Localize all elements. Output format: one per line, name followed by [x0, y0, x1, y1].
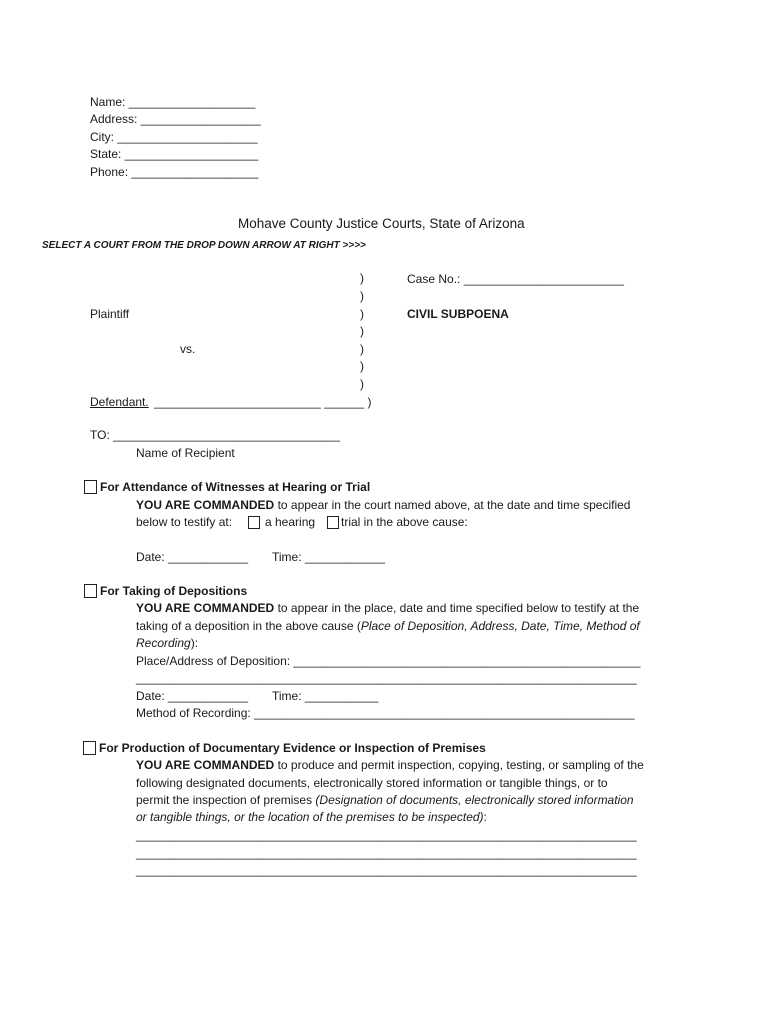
deposition-text-italic: Place of Deposition, Address, Date, Time, Method of [360, 619, 640, 633]
deposition-date-field[interactable]: Date: ____________ [136, 689, 249, 703]
production-text-line1 [136, 757, 644, 773]
witness-heading: For Attendance of Witnesses at Hearing or Trial [100, 480, 371, 494]
trial-label: trial in the above cause: [341, 515, 468, 529]
contact-phone-field[interactable]: Phone: ___________________ [90, 165, 259, 179]
caption-paren: ) [360, 324, 364, 338]
witness-text-rest: to appear in the court named above, at the date and time specified [274, 498, 631, 512]
production-text-start: permit the inspection of premises [136, 793, 316, 807]
deposition-method-field[interactable]: Method of Recording: _________________________________________________________ [136, 706, 635, 720]
witness-date-field[interactable]: Date: ____________ [136, 550, 249, 564]
production-text-end: : [483, 810, 487, 824]
commanded-label: YOU ARE COMMANDED [136, 601, 275, 615]
document-title: CIVIL SUBPOENA [407, 307, 509, 321]
deposition-text-line3 [136, 635, 198, 651]
production-blank-line[interactable]: ___________________________________________________________________________ [136, 863, 637, 877]
deposition-heading: For Taking of Depositions [100, 584, 248, 598]
deposition-text-line1 [136, 600, 639, 616]
select-court-note: SELECT A COURT FROM THE DROP DOWN ARROW AT RIGHT >>>> [42, 240, 366, 251]
court-title: Mohave County Justice Courts, State of Arizona [238, 216, 525, 231]
production-text-line3 [136, 792, 634, 808]
caption-paren: ) [360, 342, 364, 356]
deposition-place-field[interactable]: Place/Address of Deposition: ____________________________________________________ [136, 654, 641, 668]
case-number-field[interactable]: Case No.: ________________________ [407, 272, 624, 286]
recipient-label: Name of Recipient [136, 446, 235, 460]
defendant-line[interactable]: _________________________ ______ ) [154, 395, 372, 409]
trial-checkbox[interactable] [327, 516, 339, 529]
commanded-label: YOU ARE COMMANDED [136, 758, 275, 772]
production-blank-line[interactable]: ___________________________________________________________________________ [136, 846, 637, 860]
production-text-line2: following designated documents, electronically stored information or tangible things, or to [136, 776, 608, 790]
hearing-checkbox[interactable] [248, 516, 260, 529]
production-text-rest: to produce and permit inspection, copying, testing, or sampling of the [274, 758, 644, 772]
contact-name-field[interactable]: Name: ___________________ [90, 95, 256, 109]
caption-paren: ) [360, 271, 364, 285]
contact-city-field[interactable]: City: _____________________ [90, 130, 258, 144]
contact-address-field[interactable]: Address: __________________ [90, 112, 261, 126]
witness-text-line1 [136, 497, 630, 513]
production-checkbox[interactable] [83, 741, 96, 755]
deposition-text-italic: Recording [136, 636, 191, 650]
recipient-field[interactable]: TO: __________________________________ [90, 428, 341, 442]
caption-paren: ) [360, 307, 364, 321]
deposition-text-start: taking of a deposition in the above cause ( [136, 619, 361, 633]
witness-time-field[interactable]: Time: ____________ [272, 550, 385, 564]
deposition-text-line2 [136, 618, 640, 634]
production-text-italic: (Designation of documents, electronically stored information [315, 793, 634, 807]
deposition-time-field[interactable]: Time: ___________ [272, 689, 379, 703]
production-heading: For Production of Documentary Evidence or Inspection of Premises [99, 741, 486, 755]
caption-paren: ) [360, 377, 364, 391]
contact-state-field[interactable]: State: ____________________ [90, 147, 259, 161]
hearing-label: a hearing [265, 515, 316, 529]
commanded-label: YOU ARE COMMANDED [136, 498, 275, 512]
deposition-checkbox[interactable] [84, 584, 97, 598]
production-blank-line[interactable]: ___________________________________________________________________________ [136, 828, 637, 842]
deposition-text-end: ): [190, 636, 199, 650]
deposition-text-rest: to appear in the place, date and time specified below to testify at the [274, 601, 640, 615]
vs-label: vs. [180, 342, 196, 356]
production-text-italic: or tangible things, or the location of the premises to be inspected) [136, 810, 484, 824]
defendant-label: Defendant. [90, 395, 149, 409]
plaintiff-label: Plaintiff [90, 307, 130, 321]
production-text-line4 [136, 809, 487, 825]
witness-checkbox[interactable] [84, 480, 97, 494]
caption-paren: ) [360, 359, 364, 373]
witness-text-line2: below to testify at: [136, 515, 233, 529]
deposition-place-continued[interactable]: ___________________________________________________________________________ [136, 671, 637, 685]
caption-paren: ) [360, 289, 364, 303]
